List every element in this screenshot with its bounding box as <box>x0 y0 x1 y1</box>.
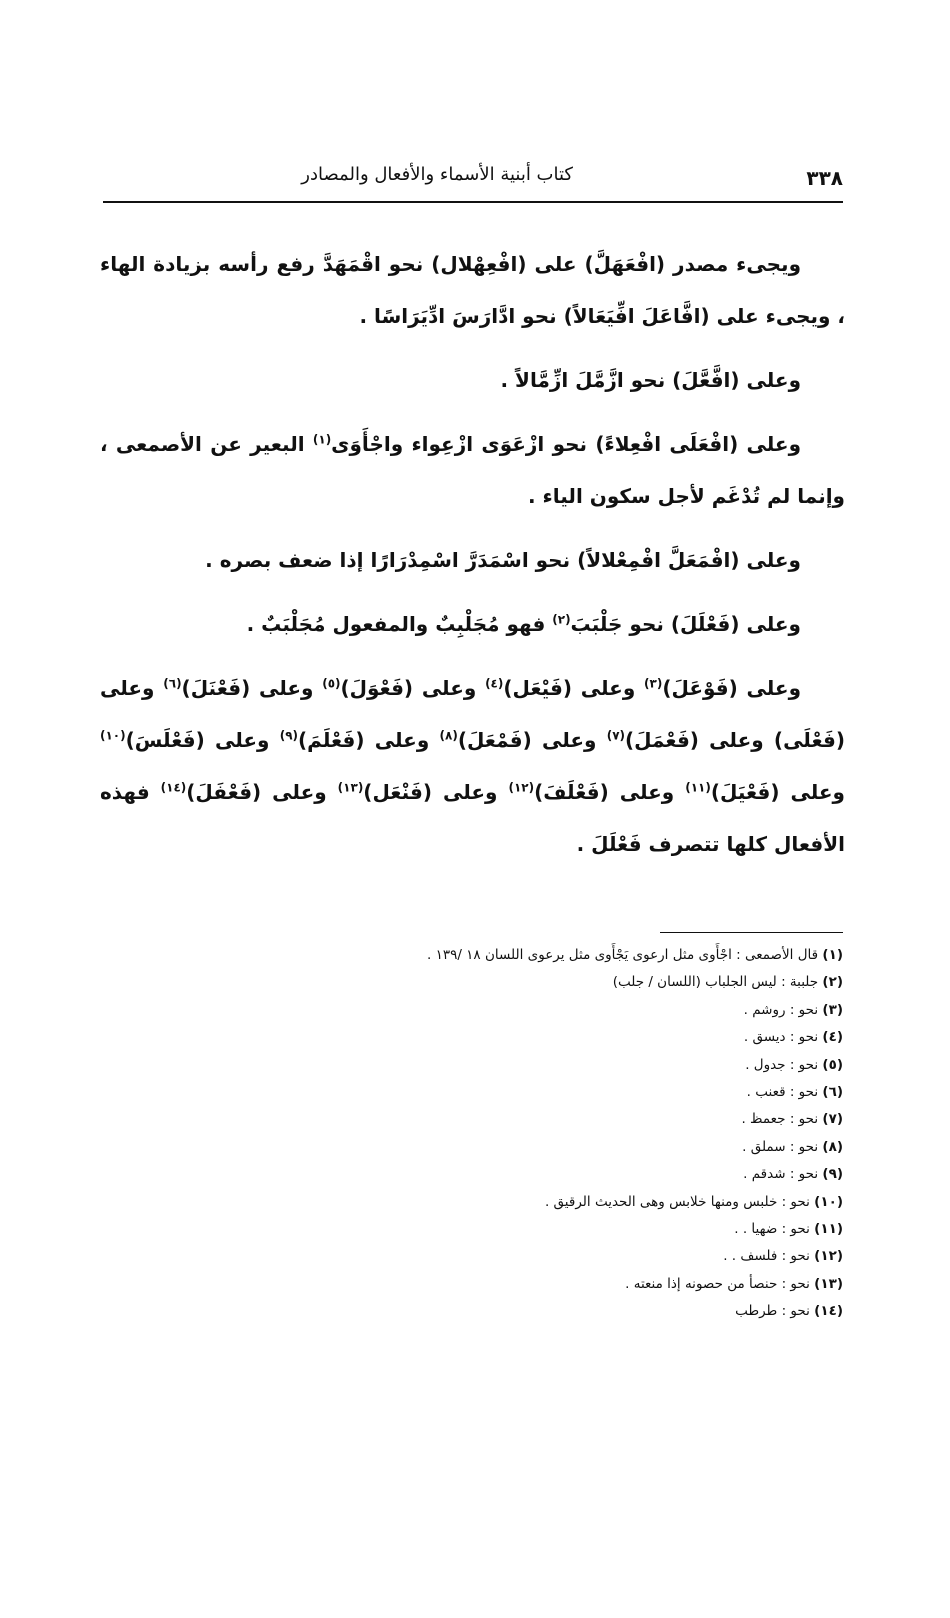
paragraph-3-text-b: البعير عن الأصمعى ، وإنما لم تُدْغَم لأجل سكون الياء . <box>100 432 845 508</box>
footnote <box>300 1052 843 1079</box>
footnote-number: (١٠) <box>814 1193 843 1210</box>
paragraph-6-segment: وعلى (فَعْوَلَ) <box>340 676 486 700</box>
footnote-number: (٨) <box>822 1138 843 1155</box>
paragraph-3-text-a: وعلى (افْعَلَى افْعِلاءً) نحو ازْعَوَى ازْعِواء واجْأَوَى <box>331 432 801 456</box>
footnote-text: نحو : روشم . <box>743 1001 823 1018</box>
footnote-ref-9[interactable]: (٩) <box>279 728 299 743</box>
footnote-ref-1[interactable]: (١) <box>312 432 332 447</box>
paragraph-6-segment: وعلى (فَعْلَمَ) <box>298 728 440 752</box>
footnote-ref-8[interactable]: (٨) <box>439 728 458 743</box>
paragraph-6-segment: وعلى (فَوْعَلَ) <box>662 676 801 700</box>
footnote-ref-5[interactable]: (٥) <box>322 676 341 691</box>
footnote <box>300 1134 843 1161</box>
paragraph-6-segment: وعلى (فَعْنَلَ) <box>181 676 323 700</box>
footnote-number: (٢) <box>822 974 843 991</box>
footnote-rule <box>660 932 843 933</box>
footnote-ref-14[interactable]: (١٤) <box>160 780 187 795</box>
footnote-number: (٦) <box>822 1084 843 1101</box>
footnote-text: نحو : جعمظ . <box>741 1111 823 1128</box>
footnote-number: (٤) <box>822 1029 843 1046</box>
footnote-number: (١١) <box>814 1221 843 1238</box>
footnote-ref-12[interactable]: (١٢) <box>508 780 535 795</box>
footnotes <box>300 942 843 1326</box>
paragraph-6-segment: وعلى (فَعْيَلَ) <box>710 780 845 804</box>
footnote-number: (٩) <box>822 1166 843 1183</box>
paragraph-1: ويجىء مصدر (افْعَهَلَّ) على (افْعِهْلال) نحو اقْمَهَدَّ رفع رأسه بزيادة الهاء ، ويجىء على (افَّاعَلَ افِّيَعَالاً) نحو ادَّارَسَ ادِّيَرَاسًا . <box>100 252 845 328</box>
footnote-text: نحو : فلسف . . <box>723 1248 815 1265</box>
running-title: كتاب أبنية الأسماء والأفعال والمصادر <box>301 164 573 185</box>
paragraph-6-segment: وعلى (فَعْلَسَ) <box>125 728 280 752</box>
footnote <box>300 942 843 969</box>
footnote-text: قال الأصمعى : اجْأَوى مثل ارعوى يَجْأَوى مثل يرعوى اللسان ١٨ /١٣٩ . <box>426 947 823 963</box>
paragraph-2: وعلى (افَّعَّلَ) نحو ازَّمَّلَ ازِّمَّالاً . <box>500 368 801 392</box>
paragraph-6-segment: وعلى (فَنْعَل) <box>363 780 509 804</box>
footnote-number: (١٤) <box>814 1303 843 1320</box>
footnote-text: نحو : ضهيا . . <box>734 1221 815 1238</box>
footnote <box>300 1079 843 1106</box>
running-head <box>103 160 843 198</box>
paragraph-6-tail: فهذه الأفعال كلها تتصرف فَعْلَلَ . <box>100 780 845 856</box>
paragraph-6-segment: وعلى (فَعْلَى) وعلى (فَعْمَلَ) <box>100 676 845 752</box>
footnote-text: نحو : خلبس ومنها خلابس وهى الحديث الرقيق . <box>544 1193 815 1210</box>
footnote-number: (٣) <box>822 1001 843 1018</box>
paragraph-6-segments <box>100 676 845 804</box>
footnote <box>300 997 843 1024</box>
footnote-ref-3[interactable]: (٣) <box>644 676 663 691</box>
footnote <box>300 1243 843 1270</box>
paragraph-3 <box>100 418 845 522</box>
paragraph-6-segment: وعلى (فَعْلَفَ) <box>534 780 686 804</box>
footnote-number: (٧) <box>822 1111 843 1128</box>
main-text <box>100 238 845 870</box>
footnote-text: نحو : سملق . <box>742 1138 823 1155</box>
paragraph-5 <box>100 598 845 650</box>
footnote <box>300 1271 843 1298</box>
footnote-text: جلببة : ليس الجلباب (اللسان / جلب) <box>612 974 823 991</box>
paragraph-6-segment: وعلى (فَمْعَلَ) <box>457 728 607 752</box>
footnote-text: نحو : حنصأ من حصونه إذا منعته . <box>625 1275 815 1292</box>
footnote-ref-2[interactable]: (٢) <box>552 612 571 627</box>
footnote-text: نحو : ديسق . <box>743 1029 823 1046</box>
footnote-text: نحو : جدول . <box>745 1056 823 1073</box>
footnote-ref-13[interactable]: (١٣) <box>337 780 364 795</box>
paragraph-6 <box>100 662 845 870</box>
footnote <box>300 1216 843 1243</box>
footnote-ref-6[interactable]: (٦) <box>163 676 182 691</box>
footnote <box>300 969 843 996</box>
footnote <box>300 1298 843 1325</box>
footnote-ref-11[interactable]: (١١) <box>685 780 711 795</box>
footnote-number: (٥) <box>822 1056 843 1073</box>
footnote-number: (١٢) <box>814 1248 843 1265</box>
footnote <box>300 1024 843 1051</box>
footnote <box>300 1189 843 1216</box>
footnote-ref-7[interactable]: (٧) <box>606 728 626 743</box>
paragraph-6-segment: وعلى (فَعْفَلَ) <box>186 780 338 804</box>
footnote-text: نحو : قعنب . <box>746 1084 823 1101</box>
footnote-ref-4[interactable]: (٤) <box>485 676 504 691</box>
paragraph-4: وعلى (افْمَعَلَّ افْمِعْلالاً) نحو اسْمَدَرَّ اسْمِدْرَارًا إذا ضعف بصره . <box>205 548 801 572</box>
page-number: ٣٣٨ <box>806 166 843 190</box>
paragraph-5-text-b: فهو مُجَلْبِبٌ والمفعول مُجَلْبَبٌ . <box>246 612 553 636</box>
footnote-number: (١) <box>822 947 843 963</box>
header-rule <box>103 201 843 203</box>
footnote <box>300 1106 843 1133</box>
paragraph-5-text-a: وعلى (فَعْلَلَ) نحو جَلْبَبَ <box>570 612 801 636</box>
footnote-number: (١٣) <box>814 1275 843 1292</box>
footnote <box>300 1161 843 1188</box>
paragraph-6-segment: وعلى (فَيْعَل) <box>503 676 645 700</box>
footnote-text: نحو : شدقم . <box>743 1166 823 1183</box>
footnote-ref-10[interactable]: (١٠) <box>100 728 126 743</box>
footnote-text: نحو : طرطب <box>735 1303 815 1320</box>
